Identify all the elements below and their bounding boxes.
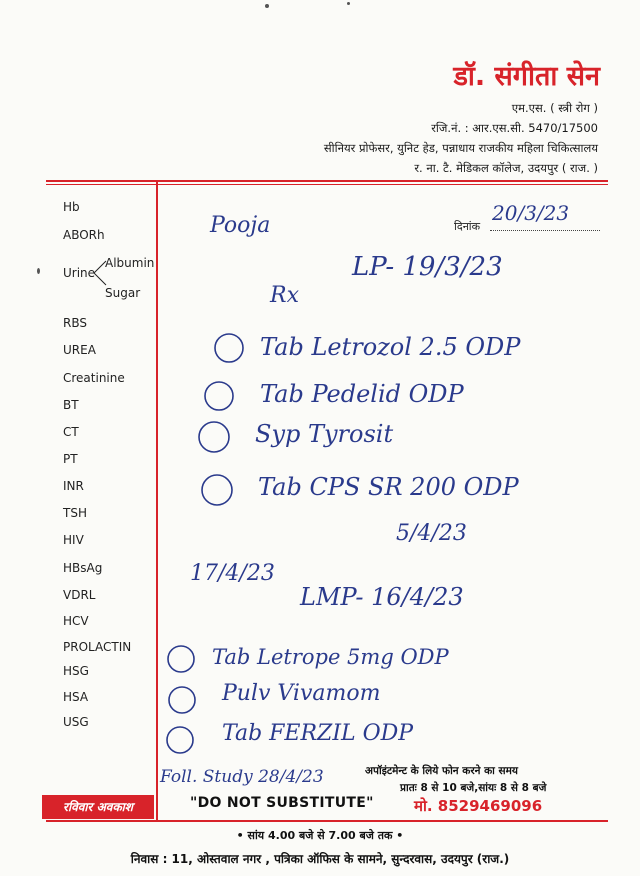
test-item: RBS xyxy=(63,316,87,330)
hw-circle-4 xyxy=(202,475,232,505)
test-item: HSG xyxy=(63,664,89,678)
test-item: ABORh xyxy=(63,228,105,242)
hw-rx-item-2: Tab Pedelid ODP xyxy=(260,380,464,408)
doctor-degree: एम.एस. ( स्त्री रोग ) xyxy=(511,101,598,115)
hw-lmp-first: LP- 19/3/23 xyxy=(352,252,503,282)
appointment-timing-title: अपॉइंटमेन्ट के लिये फोन करने का समय xyxy=(365,765,519,777)
hw-circle-1 xyxy=(215,334,243,362)
date-label: दिनांक xyxy=(454,220,481,233)
test-item: VDRL xyxy=(63,588,96,602)
do-not-substitute: "DO NOT SUBSTITUTE" xyxy=(190,795,374,811)
hw-rx-symbol: Rx xyxy=(270,283,299,308)
test-item: HIV xyxy=(63,533,84,547)
hw-lmp-second: LMP- 16/4/23 xyxy=(300,583,464,611)
hw-rx-item-6: Pulv Vivamom xyxy=(222,681,381,706)
test-item-sugar: Sugar xyxy=(105,286,141,300)
test-item: HBsAg xyxy=(63,561,103,575)
test-item: UREA xyxy=(63,343,96,357)
hw-circle-7 xyxy=(167,727,193,753)
hw-circle-6 xyxy=(169,687,195,713)
hw-circle-2 xyxy=(205,382,233,410)
hw-circle-3 xyxy=(199,422,229,452)
appointment-timing-hours: प्रातः 8 से 10 बजे,सांयः 8 से 8 बजे xyxy=(400,782,547,794)
test-item: Hb xyxy=(63,200,80,214)
doctor-name: डॉ. संगीता सेन xyxy=(453,61,600,92)
test-item: INR xyxy=(63,479,84,493)
test-item: PT xyxy=(63,452,78,466)
scan-speck xyxy=(37,268,40,274)
test-item-albumin: Albumin xyxy=(105,256,155,270)
residence-address: निवास : 11, ओस्तवाल नगर , पत्रिका ऑफिस के सामने, सुन्दरवास, उदयपुर (राज.) xyxy=(130,852,510,866)
scan-speck xyxy=(347,2,350,5)
hw-rx-item-7: Tab FERZIL ODP xyxy=(222,721,414,746)
hw-patient-name: Pooja xyxy=(210,213,271,238)
hw-rx-item-4: Tab CPS SR 200 ODP xyxy=(258,473,519,501)
hw-rx-item-1: Tab Letrozol 2.5 ODP xyxy=(260,333,521,361)
test-item: CT xyxy=(63,425,79,439)
college-name: र. ना. टै. मेडिकल कॉलेज, उदयपुर ( राज. ) xyxy=(414,161,598,175)
registration-number: रजि.नं. : आर.एस.सी. 5470/17500 xyxy=(431,121,598,135)
test-item: Creatinine xyxy=(63,371,125,385)
test-item-urine: Urine xyxy=(63,266,96,280)
test-item: BT xyxy=(63,398,79,412)
hw-circle-5 xyxy=(168,646,194,672)
sunday-holiday-badge: रविवार अवकाश xyxy=(42,795,154,819)
scan-speck xyxy=(265,4,269,8)
mobile-number: मो. 8529469096 xyxy=(414,797,543,815)
hw-rx-item-3: Syp Tyrosit xyxy=(255,420,394,448)
hw-rx-item-5: Tab Letrope 5mg ODP xyxy=(212,645,449,669)
clinic-timing: • सांय 4.00 बजे से 7.00 बजे तक • xyxy=(236,829,404,842)
test-item: HCV xyxy=(63,614,89,628)
test-item: USG xyxy=(63,715,89,729)
test-item: PROLACTIN xyxy=(63,640,132,654)
doctor-designation: सीनियर प्रोफेसर, युनिट हेड, पन्नाधाय राजकीय महिला चिकित्सालय xyxy=(323,141,598,155)
hw-date-2: 5/4/23 xyxy=(396,521,467,546)
test-item: HSA xyxy=(63,690,89,704)
test-item: TSH xyxy=(63,506,87,520)
hw-date: 20/3/23 xyxy=(492,201,570,225)
hw-follicle-study-note: Foll. Study 28/4/23 xyxy=(160,767,324,787)
hw-date-3: 17/4/23 xyxy=(190,561,275,586)
